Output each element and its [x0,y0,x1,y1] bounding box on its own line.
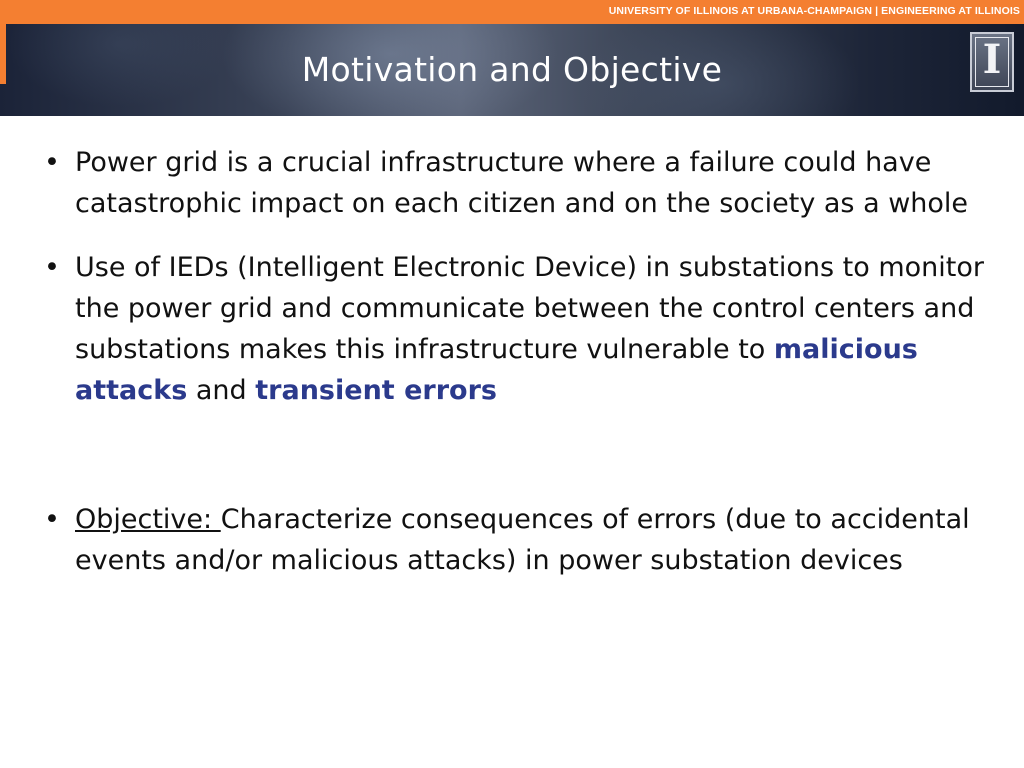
bullet-dot-icon: • [44,504,60,535]
objective-label: Objective: [75,504,221,535]
highlight-malicious-attacks: malicious attacks [75,334,918,406]
slide-body [0,142,1024,581]
bullet-dot-icon: • [44,147,60,178]
logo-letter: I [982,36,1002,83]
bullet-item-ieds [0,247,1024,411]
bullet-text: Use of IEDs (Intelligent Electronic Device) in substations to monitor the power grid and communicate between the control centers and substations makes this infrastructure vulnerable to [75,252,984,365]
top-banner [0,0,1024,24]
bullet-text: Power grid is a crucial infrastructure where a failure could have catastrophic impact on each citizen and on the society as a whole [75,147,969,219]
bullet-item-objective [0,499,1024,581]
highlight-transient-errors: transient errors [255,375,497,406]
institution-text: UNIVERSITY OF ILLINOIS AT URBANA-CHAMPAIGN | ENGINEERING AT ILLINOIS [608,5,1020,17]
illinois-logo-icon [970,32,1014,92]
bullet-text: Characterize consequences of errors (due to accidental events and/or malicious attacks) in power substation devices [75,504,970,576]
slide-header [0,24,1024,116]
bullet-dot-icon: • [44,252,60,283]
slide-title: Motivation and Objective [301,50,723,89]
bullet-item-power-grid [0,142,1024,224]
bullet-text-connector: and [187,375,256,406]
